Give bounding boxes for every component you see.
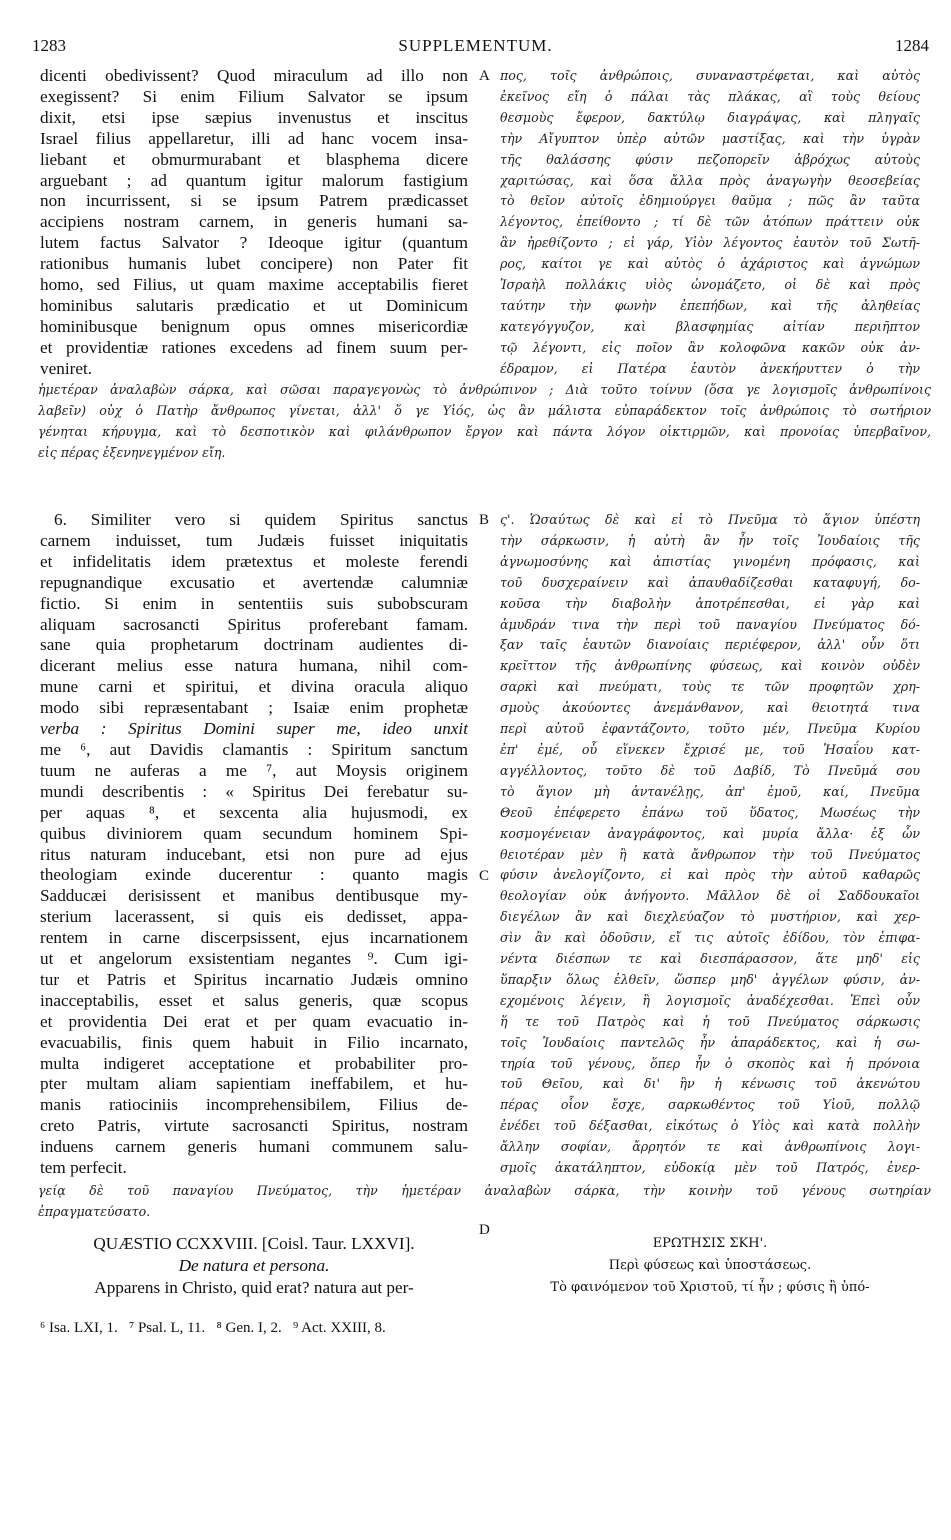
text-line: τὸ θεῖον αὐτοῖς ἐδημιούργει θαῦμα ; πῶς ἂν ταῦτα (500, 193, 920, 209)
margin-letter-b: B (479, 512, 490, 528)
text-line: εχομένοις λέγειν, ἢ λογισμοῖς ἀναδέχεσθαι. Ἐπεὶ οὖν (500, 992, 920, 1008)
text-line: et providentiæ rationes excedens ad finem suum per- (40, 337, 468, 357)
text-line: σμοὺς ἀκούοντες ἀνεμάνθανον, καὶ θειοτητά τινα (500, 700, 920, 716)
text-line: τῆς θαλάσσης φύσιν πεζοπορεῖν ἀβρόχως αὐτοὺς (500, 151, 920, 167)
text-line: liebant et obmurmurabant et blasphema dicere (40, 149, 468, 169)
text-line: ρος, καίτοι γε καὶ αὐτὸς ὁ ἀχάριστος καὶ ἀγνώμων (500, 256, 920, 272)
text-line: τὴν Αἴγυπτον ὑπὲρ αὐτῶν μαστίξας, καὶ τὴν ὑγρὰν (500, 130, 920, 146)
text-line: ξαν ταῖς ἑαυτῶν διανοίαις περιέφερον, ἀλλ' οὖν ὅτι (500, 637, 920, 653)
text-line: modo sibi repræsentabant ; Isaiæ enim prophetæ (40, 698, 468, 718)
latin-question-subtitle: De natura et persona. (178, 1256, 330, 1275)
text-line: per aquas ⁸, et sexcenta alia hujusmodi, ex (40, 802, 468, 822)
text-line: mundi describentis : « Spiritus Dei ferebatur su- (40, 781, 468, 801)
text-line: 6. Similiter vero si quidem Spiritus sanctus (54, 510, 468, 529)
greek-column-b (500, 510, 920, 1179)
text-line: ἡμετέραν ἀναλαβὼν σάρκα, καὶ σῶσαι παραγεγονὼς τὸ ἀνθρώπινον ; Διὰ τοῦτο τοίνυν (ὅσα γε λογισμοῖς ἀνθρωπίνοις (38, 382, 931, 397)
text-line: tur et Patris et Spiritus incarnatio Judæis omnino (40, 969, 468, 989)
text-line: Θεοῦ ἐπέφερετο ἐπάνω τοῦ ὕδατος, Μωσέως τὴν (500, 804, 920, 820)
text-line: ἥ τε τοῦ Πατρὸς καὶ ἡ τοῦ Πνεύματος σάρκωσις (500, 1013, 920, 1029)
text-line: κοσμογένειαν ἀναγράφοντος, καὶ μυρία ἄλλα· ἐξ ὧν (500, 825, 920, 841)
running-header (22, 36, 929, 58)
latin-question-title: QUÆSTIO CCXXVIII. [Coisl. Taur. LXXVI]. (93, 1234, 415, 1253)
text-line: ritus naturam inducebant, etsi non pure ad ejus (40, 844, 468, 864)
text-line: non incurrissent, si se ipsum Patrem prædicasset (40, 191, 468, 211)
text-line: et providentia Dei erat et per quam evacuatio in- (40, 1011, 468, 1031)
text-line: tem perfecit. (40, 1158, 127, 1178)
text-line: γένηται κήρυγμα, καὶ τὸ δεσποτικὸν καὶ φιλάνθρωπον ἔργον καὶ πάντα λόγον οἰκτιρμῶν, καὶ προνοίας ὑπερβαῖνον, (38, 423, 931, 439)
text-line: σμοῖς ἀκατάληπτον, εὐδοκίᾳ μὲν τοῦ Πατρός, ἐνερ- (500, 1160, 920, 1176)
left-page-number: 1283 (32, 36, 66, 55)
text-line: ἄλλην σοφίαν, ἄρρητόν τε καὶ ἀνθρωπίνοις λογι- (500, 1139, 920, 1155)
text-line: τηρία τοῦ γένους, ὅπερ ἦν ὁ σκοπὸς καὶ ἡ πρόνοια (500, 1055, 920, 1071)
text-line: quibus diviniorem quam secundum hominem Spi- (40, 823, 468, 843)
margin-letter-a: A (479, 68, 490, 84)
text-line: τὸ ἅγιον μὴ ἀντανέλῃς, ἀπ' ἐμοῦ, καί, Πνεῦμα (500, 783, 920, 799)
text-line: sterium lacerassent, si quis eis dedisset, appa- (40, 907, 468, 927)
text-line: θεσμοὺς ἔφερον, δακτύλῳ διαγράψας, καὶ πληγαῖς (500, 109, 920, 125)
text-line: fictio. Si enim in sententiis suis subobscuram (40, 593, 468, 613)
right-page-number: 1284 (895, 36, 929, 55)
text-line: tuum ne auferas a me ⁷, aut Moysis originem (40, 760, 468, 780)
text-line: κρεῖττον τῆς ἀνθρωπίνης φύσεως, καὶ κοινὸν οὐδὲν (500, 658, 920, 674)
text-line: γείᾳ δὲ τοῦ παναγίου Πνεύματος, τὴν ἡμετέραν ἀναλαβὼν σάρκα, τὴν κοινὴν τοῦ γένους σωτηρίαν (38, 1183, 931, 1198)
text-line: τοῖς Ἰουδαίοις παντελῶς ἦν ἀπαράδεκτος, καὶ ἡ σω- (500, 1034, 920, 1050)
text-line: κατεγόγγυζον, καὶ βλασφημίας αἰτίαν περιῆπτον (500, 318, 920, 334)
text-line: ἀμυδράν τινα τὴν περὶ τοῦ παναγίου Πνεύματος δό- (500, 616, 920, 632)
text-line: ὕπαρξιν ὅλως ἐλθεῖν, ὥσπερ μηδ' ἀγγέλων φύσιν, ἀν- (500, 971, 920, 987)
text-line: lutem factus Salvator ? Ideoque igitur (quantum (40, 233, 468, 253)
text-line: θεολογίαν οὐκ ἀνήγοντο. Μᾶλλον δὲ οἱ Σαδδουκαῖοι (500, 888, 920, 904)
text-line: mune carni et spiritui, et divina oracula aliquo (40, 677, 468, 697)
text-line: ταύτην τὴν φωνὴν ἐπεπήδων, καὶ τῆς ἀληθείας (500, 297, 920, 313)
latin-column-a (40, 66, 468, 380)
text-line: accipiens nostram carnem, in generis humani sa- (40, 212, 468, 232)
text-line: έδραμον, εἰ Πατέρα ἑαυτὸν ἀνεκήρυττεν ὁ τὴν (500, 360, 920, 376)
text-line: Israel filius appellaretur, illi ad hanc vocem insa- (40, 128, 468, 148)
text-line: ἂν ἠρεθίζοντο ; εἰ γάρ, Υἱὸν λέγοντος ἑαυτὸν τοῦ Σωτῆ- (500, 235, 920, 251)
text-line: dixit, etsi ipse sæpius invenustus et inscitus (40, 107, 468, 127)
text-line: manis ratiociniis incomprehensibilem, Filius de- (40, 1095, 468, 1115)
text-line: hominibusque benignum opus omnes misericordiæ (40, 316, 468, 336)
text-line: inacceptabilis, esset et salus generis, quæ scopus (40, 990, 468, 1010)
text-line: ἐνέδει τοῦ δέξασθαι, εἰκότως ὁ Υἱὸς καὶ κατὰ πολλὴν (500, 1118, 920, 1134)
margin-letter-d: D (479, 1222, 490, 1238)
text-line: νέντα διέσπων τε καὶ διεσπάρασσον, ἅτε μηδ' εἰς (500, 951, 920, 967)
text-line: ς'. Ὡσαύτως δὲ καὶ εἰ τὸ Πνεῦμα τὸ ἅγιον ὑπέστη (500, 512, 920, 527)
text-line: me ⁶, aut Davidis clamantis : Spiritum sanctum (40, 739, 468, 759)
greek-fullwidth-a (38, 380, 931, 464)
text-line: veniret. (40, 358, 93, 378)
text-line: ἀγνωμοσύνης καὶ ἀπιστίας γινομένη πρόφασις, καὶ (500, 553, 920, 569)
latin-question-text: Apparens in Christo, quid erat? natura aut per- (94, 1278, 414, 1297)
text-line: hominibus salutaris prædicatio et ut Dominicum (40, 295, 468, 315)
text-line: φύσιν ἀνελογίζοντο, εἰ καὶ πρὸς τὴν αὐτοῦ καθαρῶς (500, 867, 920, 883)
text-line: sane quia prophetarum doctrinam audientes di- (40, 635, 468, 655)
header-title: SUPPLEMENTUM. (398, 36, 553, 55)
text-line: verba : Spiritus Domini super me, ideo unxit (40, 719, 468, 739)
text-line: κοῦσα τὴν διαβολὴν ἀποτρέπεσθαι, εἰ γὰρ καὶ (500, 595, 920, 611)
text-line: Ἰσραὴλ πολλάκις υἱὸς ὠνομάζετο, οἱ δὲ καὶ πρὸς (500, 277, 920, 293)
text-line: τοῦ Θεῖου, καὶ δι' ἣν ἡ κένωσις τοῦ ἀκενώτου (500, 1076, 920, 1092)
text-line: dicenti obedivissent? Quod miraculum ad illo non (40, 66, 468, 85)
text-line: πέρας οἷον ἔσχε, σαρκωθέντος τοῦ Υἱοῦ, πολλῷ (500, 1097, 920, 1113)
text-line: λαβεῖν) οὐχ ὁ Πατὴρ ἄνθρωπος γίνεται, ἀλλ' ὅ γε Υἱός, ὡς ἂν μάλιστα εὐπαράδεκτον τοῖς ἀνθρώποις τὸ σωτήριον (38, 402, 931, 418)
text-line: rationibus humanis lubet concipere) non Pater fit (40, 254, 468, 274)
text-line: creto Patris, virtute sacrosancti Spiritus, nostram (40, 1116, 468, 1136)
text-line: arguebant ; ad quantum igitur malorum fastigium (40, 170, 468, 190)
text-line: τῷ λέγοντι, εἰς ποῖον ἂν κολοφῶνα κακῶν οὐκ ἀν- (500, 339, 920, 355)
text-line: ἐκεῖνος εἴη ὁ πάλαι τὰς πλάκας, αἳ τοὺς θείους (500, 88, 920, 104)
text-line: pter multam aliam sapientiam ineffabilem, et hu- (40, 1074, 468, 1094)
text-line: λέγοντος, ἐπείθοντο ; τί δὲ τῶν ἀτόπων πράττειν οὐκ (500, 214, 920, 230)
greek-question-text: Τὸ φαινόμενον τοῦ Χριστοῦ, τί ἦν ; φύσις ἢ ὑπό- (550, 1280, 870, 1295)
text-line: τὴν σάρκωσιν, ἡ αὐτὴ ἂν ἦν τοῖς Ἰουδαίοις τῆς (500, 532, 920, 548)
text-line: induens carnem generis humani communem salu- (40, 1137, 468, 1157)
text-line: σαρκὶ καὶ πνεύματι, τοὺς τε τῶν προφητῶν χρη- (500, 679, 920, 695)
text-line: rentem in carne discerpsissent, ejus incarnationem (40, 928, 468, 948)
text-line: θειοτέραν μὲν ἢ κατὰ ἄνθρωπον τὴν τοῦ Πνεύματος (500, 846, 920, 862)
greek-question-title: ΕΡΩΤΗΣΙΣ ΣΚΗ'. (652, 1236, 768, 1251)
latin-column-b (40, 510, 468, 1179)
text-line: dicerant melius esse natura humana, nihil com- (40, 656, 468, 676)
greek-question-subtitle: Περὶ φύσεως καὶ ὑποστάσεως. (608, 1258, 812, 1273)
text-line: χαριτώσας, καὶ ὅσα ἄλλα πρὸς ἀναγωγὴν θεοσεβείας (500, 172, 920, 188)
text-line: τοῦ δυσχεραίνειν καὶ ἀπαυθαδίζεσθαι καταφυγή, δο- (500, 574, 920, 590)
text-line: εἰς πέρας ἐξενηνεγμένον εἴη. (38, 444, 226, 460)
greek-fullwidth-b (38, 1181, 931, 1223)
text-line: repugnandique excusatio et avertendæ calumniæ (40, 572, 468, 592)
text-line: σὶν ἂν καὶ ὀδοῦσιν, εἴ τις αὐτοῖς ἐδίδου, τὸν ἐπιφα- (500, 930, 920, 946)
footnotes: ⁶ Isa. LXI, 1. ⁷ Psal. L, 11. ⁸ Gen. I, 2. ⁹ Act. XXIII, 8. (40, 1320, 386, 1336)
text-line: theologiam exinde ducerentur : quanto magis (40, 865, 468, 885)
text-line: Sadducæi derisissent et manibus dentibusque my- (40, 886, 468, 906)
text-line: περὶ αὐτοῦ ἐφαντάζοντο, τοῦτο μέν, Πνεῦμα Κυρίου (500, 721, 920, 737)
text-line: πος, τοῖς ἀνθρώποις, συναναστρέφεται, καὶ αὐτὸς (500, 68, 920, 83)
text-line: et infidelitatis idem prætextus et moleste ferendi (40, 551, 468, 571)
text-line: διεγέλων ἂν καὶ διεχλεύαζον τὸ μυστήριον, καὶ χερ- (500, 909, 920, 925)
text-line: exegissent? Si enim Filium Salvator se ipsum (40, 86, 468, 106)
text-line: aliquam sacrosancti Spiritus proferebant famam. (40, 614, 468, 634)
text-line: αγγέλλοντος, τοῦτο δὲ τοῦ Δαβίδ, Τὸ Πνεῦμά σου (500, 762, 920, 778)
text-line: homo, sed Filius, ut quam maxime acceptabilis fieret (40, 275, 468, 295)
greek-column-a (500, 66, 920, 380)
text-line: ut et angelorum exsistentiam negantes ⁹. Cum igi- (40, 949, 468, 969)
text-line: carnem induisset, tum Judæis fuisset iniquitatis (40, 530, 468, 550)
margin-letter-c: C (479, 868, 490, 884)
text-line: multa indigeret acceptatione et probabiliter pro- (40, 1053, 468, 1073)
text-line: ἐπ' ἐμέ, οὗ εἵνεκεν ἔχρισέ με, τοῦ Ἡσαΐου κατ- (500, 741, 920, 757)
text-line: ἐπραγματεύσατο. (38, 1203, 151, 1219)
text-line: evacuabilis, finis quem habuit in Filio incarnato, (40, 1032, 468, 1052)
